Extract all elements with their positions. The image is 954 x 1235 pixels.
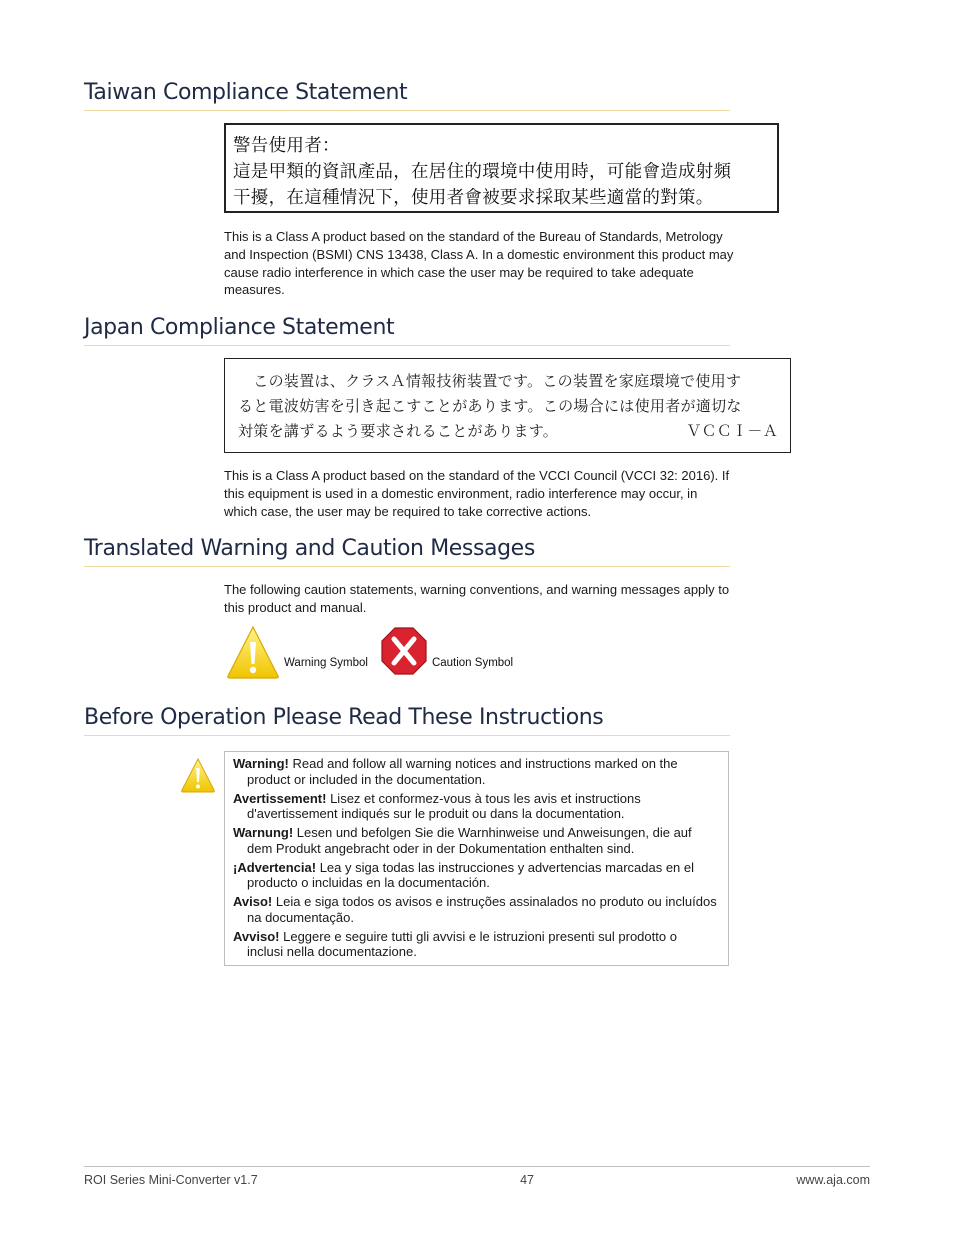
taiwan-text: This is a Class A product based on the standard of the Bureau of Standards, Metrology and Inspection (BSMI) CNS 13438, Class A. In a domestic environment this product may cause radio interference in which case the user may be required to take adequate measures. xyxy=(224,229,734,298)
message-text: Lesen und befolgen Sie die Warnhinweise und Anweisungen, die auf xyxy=(296,825,692,840)
page-number: 47 xyxy=(520,1173,534,1187)
message-text: d'avertissement indiqués sur le produit ou dans la documentation. xyxy=(247,806,625,821)
taiwan-chinese-notice xyxy=(224,123,779,213)
taiwan-heading: Taiwan Compliance Statement xyxy=(84,80,730,111)
message-label: ¡Advertencia! xyxy=(233,859,317,875)
message-text: inclusi nella documentazione. xyxy=(247,944,417,959)
caution-octagon-icon xyxy=(380,626,428,678)
warning-message xyxy=(233,894,720,925)
warning-message xyxy=(233,825,720,856)
message-label: Warning! xyxy=(233,756,289,771)
caution-symbol-label: Caution Symbol xyxy=(431,657,514,669)
message-text: product or included in the documentation. xyxy=(247,771,486,787)
japan-notice-line: この装置は、クラスＡ情報技術装置です。この装置を家庭環境で使用す xyxy=(238,372,742,390)
page-footer xyxy=(84,1166,870,1187)
before-operation-heading: Before Operation Please Read These Instructions xyxy=(84,705,730,736)
japan-text: This is a Class A product based on the standard of the VCCI Council (VCCI 32: 2016). If this equipment is used in a domestic environment, radio interference may occur, in which case, the user may be required to take corrective actions. xyxy=(224,468,730,519)
translated-heading: Translated Warning and Caution Messages xyxy=(84,536,730,567)
message-label: Avviso! xyxy=(233,928,280,944)
translated-text: The following caution statements, warning conventions, and warning messages apply to this product and manual. xyxy=(224,582,730,615)
message-label: Avertissement! xyxy=(233,790,327,806)
warning-message xyxy=(233,756,720,787)
message-text: Leia e siga todos os avisos e instruções assinalados no produto ou incluídos xyxy=(275,894,717,909)
japan-notice-line: 対策を講ずるよう要求されることがあります。 xyxy=(238,422,559,440)
warning-triangle-icon xyxy=(226,624,280,680)
message-label: Warnung! xyxy=(233,825,294,840)
taiwan-notice-line: 干擾，在這種情況下，使用者會被要求採取某些適當的對策。 xyxy=(233,188,714,208)
message-text: Lea y siga todas las instrucciones y advertencias marcadas en el xyxy=(319,859,695,875)
message-text: Leggere e seguire tutti gli avvisi e le istruzioni presenti sul prodotto o xyxy=(283,928,677,944)
vcci-tag: ＶＣＣＩ－Ａ xyxy=(686,422,778,440)
message-text: Read and follow all warning notices and instructions marked on the xyxy=(292,756,678,771)
message-text: na documentação. xyxy=(247,909,354,925)
taiwan-notice-line: 這是甲類的資訊產品，在居住的環境中使用時，可能會造成射頻 xyxy=(233,162,732,182)
symbol-legend xyxy=(226,624,525,680)
warning-symbol-label: Warning Symbol xyxy=(284,657,368,669)
japan-notice xyxy=(224,358,791,453)
message-text: Lisez et conformez-vous à tous les avis et instructions xyxy=(330,790,641,806)
warning-message xyxy=(233,791,720,822)
message-label: Aviso! xyxy=(233,894,273,909)
footer-document-title: ROI Series Mini-Converter v1.7 xyxy=(84,1173,258,1187)
warning-message xyxy=(233,860,720,891)
japan-heading: Japan Compliance Statement xyxy=(84,315,730,346)
warning-triangle-icon xyxy=(180,757,216,793)
message-text: dem Produkt angebracht oder in der Dokumentation enthalten sind. xyxy=(247,840,635,856)
taiwan-notice-line: 警告使用者： xyxy=(233,136,340,156)
warning-message xyxy=(233,929,720,960)
multilingual-warning-box xyxy=(224,751,729,966)
message-text: producto o incluidas en la documentación. xyxy=(247,875,490,890)
japan-notice-line: ると電波妨害を引き起こすことがあります。この場合には使用者が適切な xyxy=(238,397,742,415)
footer-website: www.aja.com xyxy=(796,1173,870,1187)
